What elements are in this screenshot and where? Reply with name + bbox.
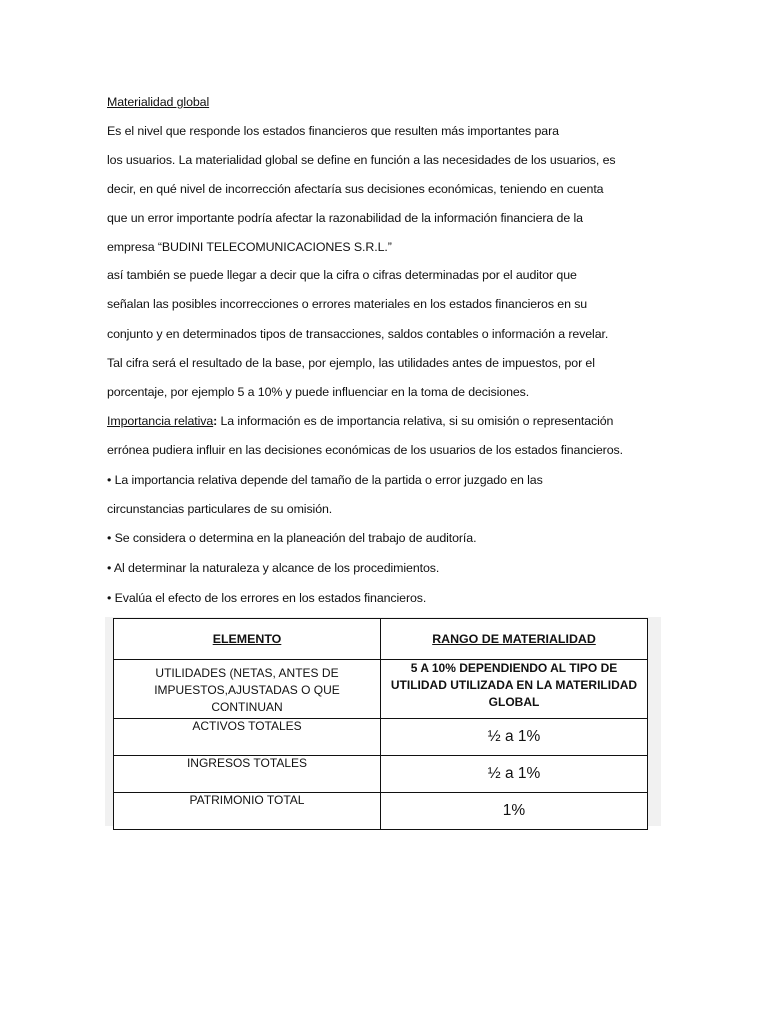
materiality-table xyxy=(113,618,648,830)
paragraph-line: así también se puede llegar a decir que la cifra o cifras determinadas por el auditor que xyxy=(107,268,577,282)
cell-range: ½ a 1% xyxy=(381,719,648,756)
paragraph-line: errónea pudiera influir en las decisiones económicas de los usuarios de los estados financieros. xyxy=(107,443,623,457)
cell-range-line: 5 A 10% DEPENDIENDO AL TIPO DE xyxy=(410,661,618,675)
table-header-row xyxy=(114,619,648,660)
bullet-item: • Al determinar la naturaleza y alcance de los procedimientos. xyxy=(107,561,440,575)
paragraph-line: porcentaje, por ejemplo 5 a 10% y puede influenciar en la toma de decisiones. xyxy=(107,385,530,399)
importancia-colon: : xyxy=(213,414,218,428)
table-row xyxy=(114,793,648,830)
cell-range: ½ a 1% xyxy=(381,756,648,793)
importancia-definition: La información es de importancia relativa, si su omisión o representación xyxy=(217,414,614,428)
paragraph-line: que un error importante podría afectar la razonabilidad de la información financiera de la xyxy=(107,211,583,225)
bullet-item: • Se considera o determina en la planeación del trabajo de auditoría. xyxy=(107,531,477,545)
bullet-continuation: circunstancias particulares de su omisión. xyxy=(107,502,333,516)
cell-element: PATRIMONIO TOTAL xyxy=(114,793,381,830)
cell-element-line: UTILIDADES (NETAS, ANTES DE xyxy=(155,666,339,680)
cell-range xyxy=(381,660,648,719)
importancia-relativa-line xyxy=(107,413,613,429)
table-row xyxy=(114,719,648,756)
heading-materialidad-global: Materialidad global xyxy=(107,95,210,109)
table-row xyxy=(114,660,648,719)
bullet-item: • Evalúa el efecto de los errores en los estados financieros. xyxy=(107,591,427,605)
paragraph-line: Es el nivel que responde los estados financieros que resulten más importantes para xyxy=(107,124,559,138)
importancia-relativa-term: Importancia relativa xyxy=(107,414,214,428)
table-row xyxy=(114,756,648,793)
paragraph-line: empresa “BUDINI TELECOMUNICACIONES S.R.L.” xyxy=(107,240,392,254)
cell-range-line: GLOBAL xyxy=(488,695,540,709)
cell-element xyxy=(114,660,381,719)
paragraph-line: conjunto y en determinados tipos de transacciones, saldos contables o información a revelar. xyxy=(107,327,609,341)
bullet-item: • La importancia relativa depende del tamaño de la partida o error juzgado en las xyxy=(107,473,543,487)
cell-range-line: UTILIDAD UTILIZADA EN LA MATERILIDAD xyxy=(390,678,638,692)
paragraph-line: señalan las posibles incorrecciones o errores materiales en los estados financieros en su xyxy=(107,297,588,311)
header-elemento: ELEMENTO xyxy=(114,619,381,660)
cell-element: ACTIVOS TOTALES xyxy=(114,719,381,756)
paragraph-line: decir, en qué nivel de incorrección afectaría sus decisiones económicas, teniendo en cuenta xyxy=(107,182,604,196)
paragraph-line: Tal cifra será el resultado de la base, por ejemplo, las utilidades antes de impuestos, por el xyxy=(107,356,595,370)
cell-element-line: IMPUESTOS,AJUSTADAS O QUE CONTINUAN xyxy=(154,683,340,714)
cell-element: INGRESOS TOTALES xyxy=(114,756,381,793)
cell-range: 1% xyxy=(381,793,648,830)
header-rango-materialidad: RANGO DE MATERIALIDAD xyxy=(381,619,648,660)
paragraph-line: los usuarios. La materialidad global se define en función a las necesidades de los usuarios, es xyxy=(107,153,616,167)
